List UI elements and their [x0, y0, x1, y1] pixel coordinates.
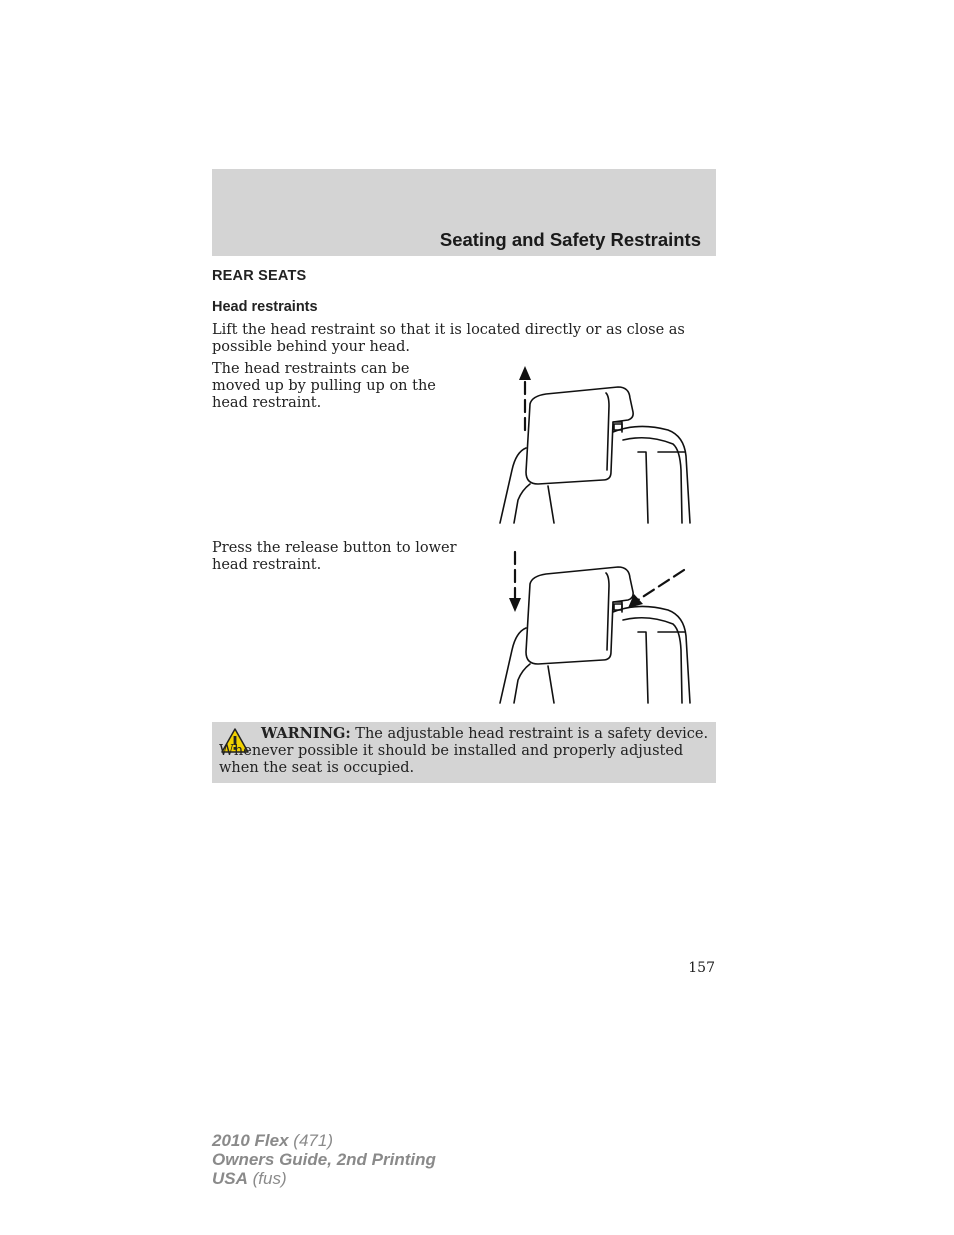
release-arrow-line [638, 570, 684, 600]
page-number: 157 [688, 960, 715, 976]
intro-paragraph: Lift the head restraint so that it is located directly or as close as possible behind your head. [212, 322, 685, 355]
chapter-title: Seating and Safety Restraints [439, 229, 701, 250]
footer-model-code: (471) [293, 1131, 333, 1150]
section-title: REAR SEATS [212, 268, 307, 284]
footer-guide: Owners Guide, 2nd Printing [212, 1150, 436, 1169]
down-arrow-head [509, 598, 521, 612]
warning-message: The adjustable head restraint is a safety device. Whenever possible it should be installed and properly adjusted when the seat is occupied. [219, 726, 709, 776]
head-restraint-outline [526, 567, 633, 664]
warning-label: WARNING: [261, 725, 351, 742]
lower-paragraph: Press the release button to lower head restraint. [212, 540, 457, 573]
footer-model: 2010 Flex [212, 1131, 289, 1150]
subsection-title: Head restraints [212, 299, 318, 315]
warning-text-block [219, 725, 709, 777]
up-arrow-head [519, 366, 531, 380]
head-restraint-raise-illustration [488, 360, 698, 530]
head-restraint-outline [526, 387, 633, 484]
header-band [212, 169, 716, 256]
head-restraint-lower-illustration [488, 540, 698, 710]
raise-paragraph: The head restraints can be moved up by pulling up on the head restraint. [212, 361, 436, 411]
footer-market: USA [212, 1169, 248, 1188]
warning-box [212, 722, 716, 783]
footer-market-code: (fus) [252, 1169, 287, 1188]
seat-back-outline [613, 606, 690, 703]
footer [212, 1131, 436, 1188]
seat-back-outline [613, 426, 690, 523]
